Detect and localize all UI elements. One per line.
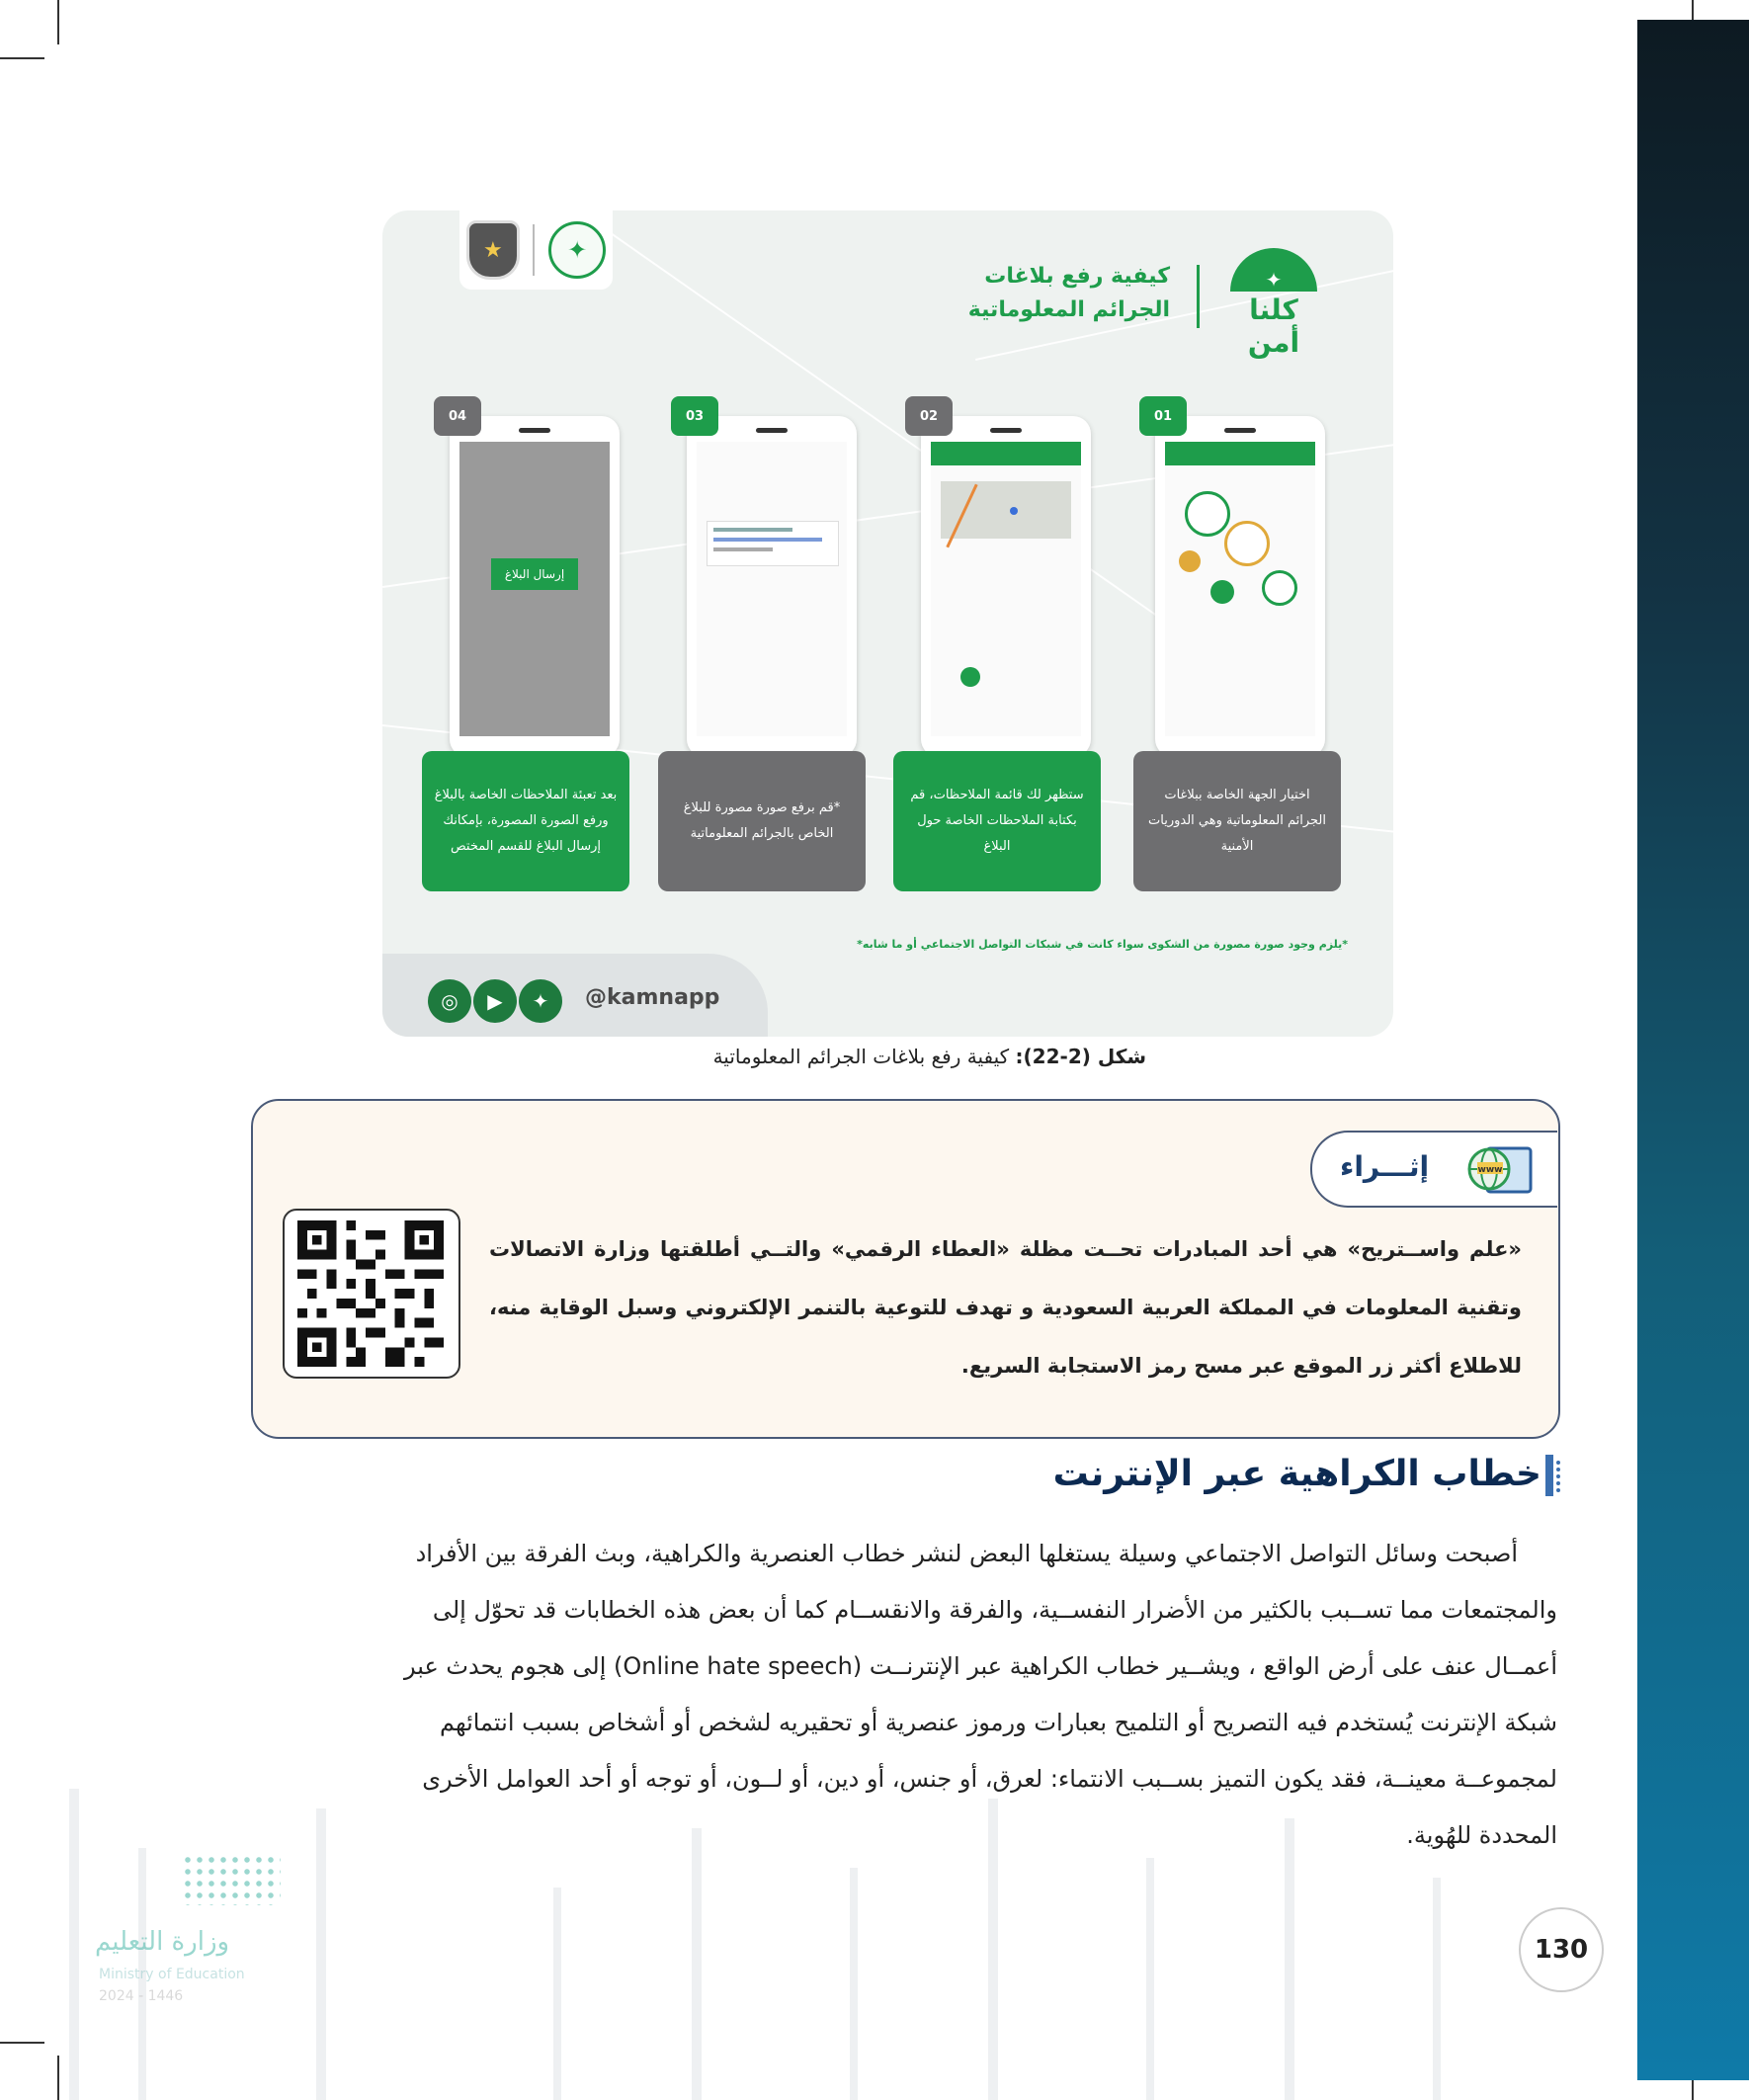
heading-dots xyxy=(1556,1461,1565,1492)
paragraph-line: لمجموعــة معينــة، فقد يكون التميز بســبب الانتماء: لعرق، أو جنس، أو دين، أو لــون، أو توجه أو أحد العوامل الأخرى xyxy=(422,1765,1557,1793)
heading-bar xyxy=(1545,1455,1553,1496)
app-logo-text: كلنا أمن xyxy=(1247,294,1300,359)
send-report-button: إرسال البلاغ xyxy=(491,558,578,590)
youtube-icon: ▶ xyxy=(473,979,517,1023)
phone-screen xyxy=(697,442,847,736)
title-separator xyxy=(1197,265,1200,328)
government-logos xyxy=(459,210,613,290)
step-number: 02 xyxy=(905,396,953,436)
figure-label: شكل (2-22): xyxy=(1015,1045,1146,1068)
enrichment-text: «علم واســتريح» هي أحد المبادرات تحــت مظلة «العطاء الرقمي» والتــي أطلقتها وزارة الاتصالات وتقنية المعلومات في المملكة العربية السعودية و تهدف للتوعية بالتنمر الإلكتروني وسبل الوقاية منه، للاطلاع أكثر زر الموقع عبر مسح رمز الاستجابة السريع. xyxy=(489,1237,1522,1378)
phone-notch xyxy=(519,428,550,433)
ministry-seal-icon: ✦ xyxy=(548,221,606,279)
category-icon xyxy=(1262,570,1297,606)
enrichment-tab xyxy=(1310,1131,1557,1208)
phone-mockup xyxy=(687,416,857,757)
step-description: ستظهر لك قائمة الملاحظات، قم بكتابة الملاحظات الخاصة حول البلاغ xyxy=(893,751,1101,891)
phone-screen xyxy=(459,442,610,736)
phone-mockup xyxy=(450,416,620,757)
social-handle: @kamnapp xyxy=(585,985,720,1010)
emblem-icon: ✦ xyxy=(1230,248,1317,292)
step-number: 03 xyxy=(671,396,718,436)
paragraph-line: أصبحت وسائل التواصل الاجتماعي وسيلة يستغلها البعض لنشر خطاب العنصرية والكراهية، وبث الفرقة بين الأفراد xyxy=(415,1540,1518,1567)
instagram-icon: ◎ xyxy=(428,979,471,1023)
phone-screen xyxy=(1165,442,1315,736)
location-icon xyxy=(960,667,980,687)
phone-call-icon xyxy=(1210,580,1234,604)
category-icon xyxy=(1185,491,1230,537)
info-icon xyxy=(1179,550,1201,572)
map-view xyxy=(941,481,1071,539)
step-description: اختيار الجهة الخاصة ببلاغات الجرائم المعلوماتية وهي الدوريات الأمنية xyxy=(1133,751,1341,891)
police-badge-icon: ★ xyxy=(466,220,520,280)
figure-caption-text: كيفية رفع بلاغات الجرائم المعلوماتية xyxy=(712,1045,1016,1068)
ministry-logo xyxy=(95,1854,283,2012)
crop-mark xyxy=(0,57,44,59)
infographic-footnote: *يلزم وجود صورة مصورة من الشكوى سواء كانت في شبكات التواصل الاجتماعي أو ما شابه* xyxy=(857,938,1348,951)
figure-caption xyxy=(553,1045,1146,1068)
phone-screen xyxy=(931,442,1081,736)
body-paragraph xyxy=(253,1526,1557,1864)
qr-code-icon xyxy=(296,1220,445,1367)
ministry-year: 2024 - 1446 xyxy=(99,1988,184,2004)
phone-notch xyxy=(990,428,1022,433)
security-patrols-icon xyxy=(1224,521,1270,566)
ministry-name-ar: وزارة التعليم xyxy=(95,1927,230,1957)
kamnapp-logo xyxy=(1222,248,1341,359)
ministry-dots-icon xyxy=(182,1854,281,1905)
crop-mark xyxy=(57,0,59,44)
step-description: *قم برفع صورة مصورة للبلاغ الخاص بالجرائم المعلوماتية xyxy=(658,751,866,891)
title-line-1: كيفية رفع بلاغات xyxy=(984,264,1170,289)
enrichment-title: إثـــراء xyxy=(1340,1150,1430,1183)
paragraph-line: شبكة الإنترنت يُستخدم فيه التصريح أو التلميح بعبارات ورموز عنصرية أو تحقيريه لشخص أو أشخاص بسبب انتمائهم xyxy=(440,1709,1557,1736)
title-line-2: الجرائم المعلوماتية xyxy=(967,297,1170,322)
phone-mockup xyxy=(1155,416,1325,757)
app-top-bar xyxy=(1165,442,1315,465)
section-heading: خطاب الكراهية عبر الإنترنت xyxy=(1052,1454,1541,1494)
step-number: 04 xyxy=(434,396,481,436)
svg-text:www: www xyxy=(1477,1165,1503,1175)
paragraph-line: والمجتمعات مما تســبب بالكثير من الأضرار النفســية، والفرقة والانقســام كما أن بعض هذه الخطابات قد تحوّل إلى xyxy=(432,1596,1557,1624)
infographic-title xyxy=(874,260,1170,327)
page-number: 130 xyxy=(1519,1907,1604,1992)
step-description: بعد تعبئة الملاحظات الخاصة بالبلاغ ورفع الصورة المصورة، بإمكانك إرسال البلاغ للقسم المختص xyxy=(422,751,629,891)
www-book-icon xyxy=(1465,1142,1535,1196)
side-color-band xyxy=(1637,20,1749,2080)
twitter-icon: ✦ xyxy=(519,979,562,1023)
uploaded-screenshot xyxy=(707,521,839,566)
paragraph-line: المحددة للهُوية. xyxy=(1406,1821,1557,1849)
qr-code[interactable] xyxy=(283,1209,460,1379)
phone-notch xyxy=(756,428,788,433)
paragraph-line: أعمــال عنف على أرض الواقع ، ويشــير خطاب الكراهية عبر الإنترنــت (Online hate speech) إلى هجوم يحدث عبر xyxy=(403,1652,1557,1680)
infographic-figure xyxy=(382,210,1393,1037)
phone-notch xyxy=(1224,428,1256,433)
app-top-bar xyxy=(931,442,1081,465)
phone-mockup xyxy=(921,416,1091,757)
logo-divider xyxy=(533,224,535,276)
step-number: 01 xyxy=(1139,396,1187,436)
ministry-name-en: Ministry of Education xyxy=(99,1967,245,1982)
social-bar xyxy=(382,954,768,1037)
